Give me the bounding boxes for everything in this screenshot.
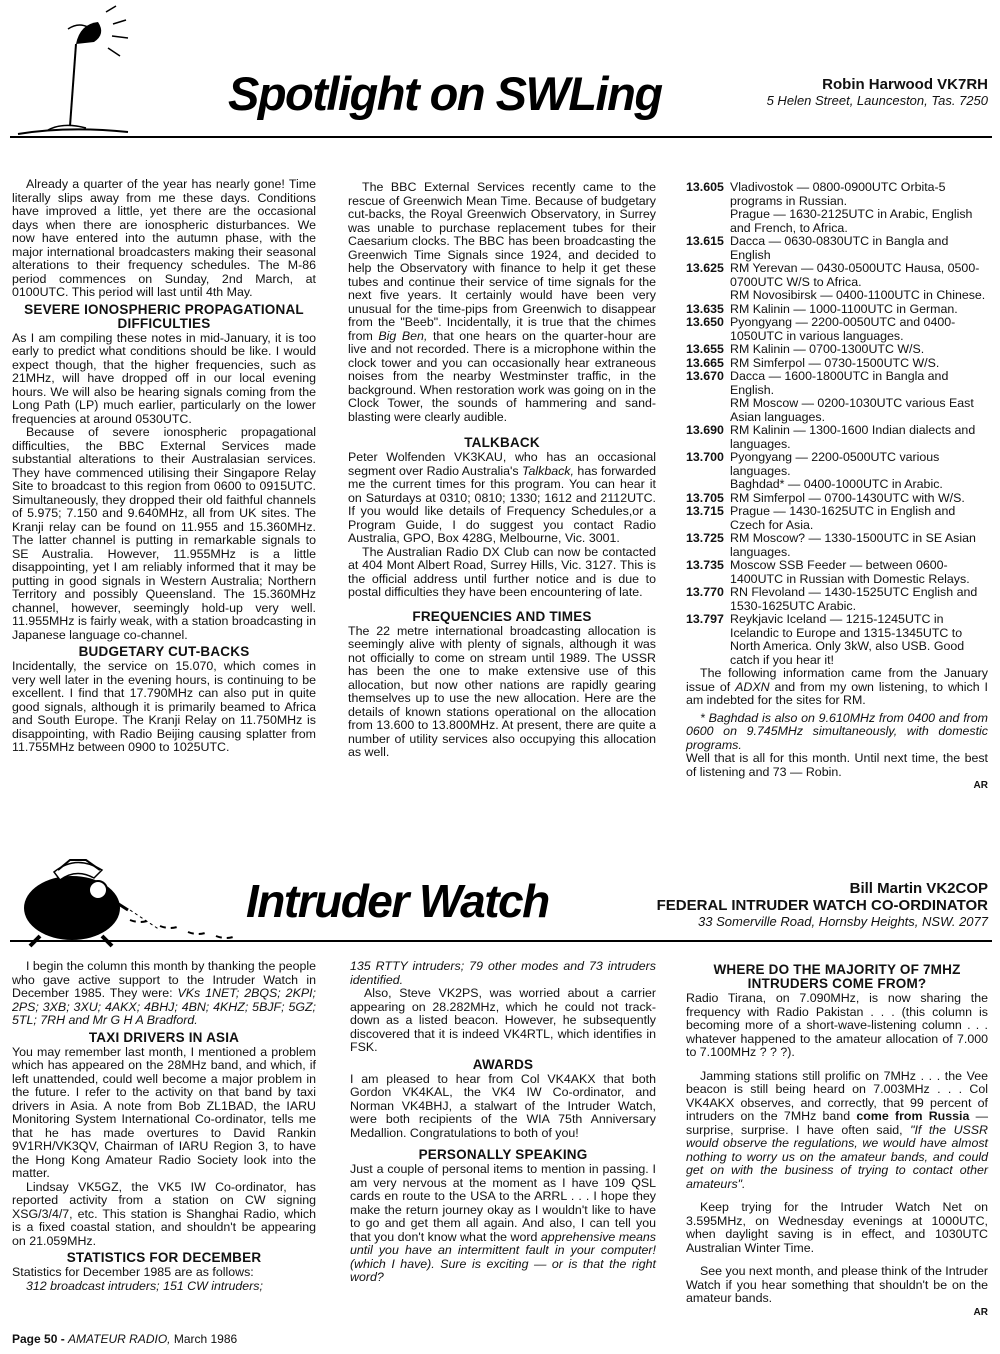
frequency-detail: RM Kalinin — 1300-1600 Indian dialects and languages. [730,423,976,451]
frequency-entry [686,424,988,451]
spotlight-column-2 [348,181,656,760]
frequency-entry [686,559,988,586]
paragraph: As I am compiling these notes in mid-January, it is too early to predict what conditions should be like. I would expect though, that the higher frequencies, such as 21MHz, will have dropped off in our local evening hours. We will also be hearing signals coming from the Long Path (LP) much earlier, particularly on the lower frequencies at around 0530UTC. [12,330,316,426]
paragraph: Jamming stations still prolific on 7MHz . . . the Vee beacon is still being heard on 7.003MHz . . . Col VK4AKX observes, and correctly, that 99 percent of intruders on the 7MHz band come from Russia — surprise, surprise. I have often said, "If the USSR would observe the regulations, we would have almost nothing to worry us on the amateur bands, and could get on with the business of trying to contact other amateurs". [686,1068,988,1191]
heading-frequencies-and-times: FREQUENCIES AND TIMES [412,608,592,624]
frequency-value: 13.770 [686,585,724,599]
frequency-value: 13.650 [686,315,724,329]
frequency-detail: RM Moscow — 0200-1030UTC various East Asian languages. [730,396,974,424]
paragraph: The Australian Radio DX Club can now be contacted at 404 Mont Albert Road, Surrey Hills, Vic. 3127. This is the official address until further notice and is due to postal difficulties they have been encountering of late. [348,544,656,599]
frequency-value: 13.797 [686,612,724,626]
frequency-detail: Baghdad* — 0400-1000UTC in Arabic. [730,477,943,491]
footer-page-number: Page 50 - [12,1332,69,1346]
end-mark: AR [973,1306,988,1318]
intruder-author: Bill Martin VK2COP [849,880,988,897]
paragraph: Just a couple of personal items to mention in passing. I am very nervous at the moment as I have 109 QSL cards en route to the USA to the ARRL . . . I hope they make the return journey okay as I wouldn't like to have to go and get them all again. And also, I can tell you that you don't know what the word apprehensive means until you have an intermittent fault in your computer! (which I have). Sure is exciting — or is that the right word? [350,1162,657,1284]
paragraph: 135 RTTY intruders; 79 other modes and 73 intruders identified. [350,959,656,987]
frequency-detail: Dacca — 1600-1800UTC in Bangla and English. [730,369,949,397]
frequency-entry [686,316,988,343]
frequency-entry [686,586,988,613]
frequency-value: 13.670 [686,369,724,383]
frequency-value: 13.725 [686,531,724,545]
spotlight-byline [767,76,988,108]
frequency-value: 13.635 [686,301,724,316]
frequency-value [686,208,730,235]
detective-cartoon-icon [10,850,245,950]
paragraph: Well that is all for this month. Until next time, the best of listening and 73 — Robin. [686,751,988,779]
frequency-value: 13.625 [686,261,724,275]
heading-majority-7mhz: WHERE DO THE MAJORITY OF 7MHZ INTRUDERS COME FROM? [713,962,961,991]
frequency-value: 13.715 [686,504,724,518]
frequency-detail: RM Novosibirsk — 0400-1100UTC in Chinese. [730,288,986,302]
heading-severe-ionospheric: SEVERE IONOSPHERIC PROPAGATIONAL DIFFICULTIES [24,301,304,331]
frequency-detail: RN Flevoland — 1430-1525UTC English and 1530-1625UTC Arabic. [730,585,978,613]
frequency-list [686,181,988,667]
frequency-value [686,397,730,424]
frequency-value: 13.735 [686,558,724,572]
paragraph: Because of severe ionospheric propagational difficulties, the BBC External Services made substantial alterations to their Australasian services. They have commenced utilising their Singapore Relay Site to broadcast to this region from 0600 to 0915UTC. Simultaneously, they dropped their old faithful channels of 5.975; 7.150 and 9.640MHz, all from UK sites. The Kranji relay can be found on 11.955 and 15.360MHz. The latter channel is putting in remarkable signals to SE Australia. However, 11.955MHz is a little disappointing, yet I am reliably informed that it may be putting in good signals in Western Australia; Northern Territory and possibly Queensland. The 15.360MHz channel, however, seemingly hold-up very well. 11.955MHz is fairly weak, with a station broadcasting in Japanese language co-channel. [12,425,316,642]
frequency-entry [686,343,988,357]
frequency-entry [686,505,988,532]
paragraph: Lindsay VK5GZ, the VK5 IW Co-ordinator, has reported activity from a station on CW signing XSG/3/4/7, etc. This station is Shanghai Radio, which is a fixed coastal station, and shouldn't be appearing on 21.059MHz. [12,1179,316,1248]
frequency-value: 13.655 [686,342,724,356]
frequency-value [686,478,730,492]
frequency-detail: Dacca — 0630-0830UTC in Bangla and English [730,234,949,262]
footer-date: March 1986 [170,1332,238,1346]
frequency-entry [686,303,988,317]
paragraph: You may remember last month, I mentioned a problem which has appeared on the 28MHz band, and which, if left unattended, could well become a major problem in the future. I refer to the activity on that band by taxi drivers in Asia. A note from Bob ZL1BAD, the IARU Monitoring System International Co-ordinator, tells me that he has made overtures to David Rankin 9V1RH/VK3QV, Chairman of IARU Region 3, to have the Hong Kong Amateur Radio Society look into the matter. [12,1044,316,1180]
frequency-entry [686,235,988,262]
footer-magazine: AMATEUR RADIO, [68,1332,171,1346]
intruder-byline [657,880,988,929]
frequency-entry [686,492,988,506]
frequency-entry [686,397,988,424]
paragraph: The BBC External Services recently came to the rescue of Greenwich Mean Time. Because of budgetary cut-backs, the Royal Greenwich Observatory, in Surrey was unable to purchase replacement tubes for their Caesarium clocks. The BBC has been broadcasting the Greenwich Time Signals since 1924, and decided to help the Observatory with finance to help it get these tubes and continue their service of time signals for the next five years. It certainly would have been very unusual for the time-pips from Greenwich to disappear from the "Beeb". Incidentally, it is true that the chimes from Big Ben, that one hears on the quarter-hour are live and not recorded. There is a microphone within the clock tower and you can occasionally hear extraneous noises from the nearby Westminster traffic, in the background. When restoration work was going on in the Clock Tower, the sounds of hammering and sand-blasting were clearly audible. [348,180,656,424]
paragraph: Radio Tirana, on 7.090MHz, is now sharing the frequency with Radio Pakistan . . . (this column is becoming more of a short-wave-listening column . . . whatever happened to the amateur allocation of 7.000 to 7.100MHz ? ? ?). [686,991,988,1059]
frequency-detail: Moscow SSB Feeder — between 0600-1400UTC in Russian with Domestic Relays. [730,558,970,586]
heading-budgetary-cutbacks: BUDGETARY CUT-BACKS [78,644,250,659]
frequency-detail: Prague — 1630-2125UTC in Arabic, English and French, to Africa. [730,207,973,235]
frequency-value: 13.605 [686,180,724,194]
antenna-sketch-icon [8,4,148,144]
frequency-detail: RM Simferpol — 0700-1430UTC with W/S. [730,490,965,505]
paragraph: Statistics for December 1985 are as follows: [12,1265,254,1279]
heading-statistics: STATISTICS FOR DECEMBER [66,1250,262,1265]
paragraph: See you next month, and please think of the Intruder Watch if you hear something that shouldn't be on the amateur bands. [686,1264,988,1305]
intruder-header-rule [10,940,992,942]
intruder-column-3 [686,960,988,1319]
frequency-entry [686,262,988,289]
paragraph: Also, Steve VK2PS, was worried about a carrier appearing on 28.282MHz, which he could not track-down as a listed beacon. However, he subsequently discovered that it is indeed VK4RTL, which identifies in FSK. [350,986,656,1054]
spotlight-column-3 [686,181,988,793]
intruder-role: FEDERAL INTRUDER WATCH CO-ORDINATOR [656,897,988,914]
intruder-address: 33 Somerville Road, Hornsby Heights, NSW. 2077 [698,914,988,929]
page-footer [12,1332,237,1346]
heading-awards: AWARDS [472,1056,534,1072]
frequency-value: 13.665 [686,355,724,370]
frequency-detail: Vladivostok — 0800-0900UTC Orbita-5 programs in Russian. [730,180,946,208]
frequency-entry [686,208,988,235]
frequency-entry [686,451,988,478]
frequency-entry [686,357,988,371]
spotlight-address: 5 Helen Street, Launceston, Tas. 7250 [766,93,988,108]
frequency-detail: RM Kalinin — 1000-1100UTC in German. [730,301,958,316]
frequency-detail: Prague — 1430-1625UTC in English and Czech for Asia. [730,504,956,532]
frequency-entry [686,532,988,559]
intruder-column-1 [12,960,316,1293]
frequency-detail: RM Moscow? — 1330-1500UTC in SE Asian languages. [730,531,976,559]
section-title-intruder-watch: Intruder Watch [246,875,549,927]
frequency-detail: Pyongyang — 2200-0050UTC and 0400-1050UTC in various languages. [730,315,956,343]
frequency-value: 13.705 [686,490,724,505]
frequency-detail: RM Kalinin — 0700-1300UTC W/S. [730,342,925,356]
frequency-entry [686,478,988,492]
section-title-spotlight: Spotlight on SWLing [228,67,662,120]
paragraph: Peter Wolfenden VK3KAU, who has an occasional segment over Radio Australia's Talkback, has forwarded me the current times for this program. You can hear it on Saturdays at 0310; 0810; 1330; 1612 and 2112UTC. If you would like details of Frequency Schedules,or a Program Guide, I do suggest you contact Radio Australia, GPO, Box 428G, Melbourne, Vic. 3001. [348,450,656,545]
frequency-entry [686,289,988,303]
paragraph: I am pleased to hear from Col VK4AKX that both Gordon VK4KAL, the VK4 IW Co-ordinator, and Norman VK4BHJ, a stalwart of the Intruder Watch, were both recipients of the WIA 75th Anniversary Medallion. Congratulations to both of you! [350,1071,656,1140]
paragraph: Already a quarter of the year has nearly gone! Time literally slips away from me these days. Conditions have improved a little, yet there are the occasional days when there are ionospheric disturbances. We now have entered into the autumn phase, with the major international broadcasters making their seasonal alterations to their frequency schedules. The M-86 period commences on Sunday, 2nd March, at 0100UTC. This period will last until 4th May. [12,177,316,299]
frequency-value: 13.615 [686,234,724,248]
footnote-baghdad: * Baghdad is also on 9.610MHz from 0400 and from 0600 on 9.745MHz simultaneously, with domestic programs. [686,710,988,752]
frequency-entry [686,370,988,397]
paragraph: 312 broadcast intruders; 151 CW intruders; [26,1278,263,1293]
frequency-detail: Pyongyang — 2200-0500UTC various languages. [730,450,940,478]
spotlight-header-rule [10,136,992,138]
frequency-value: 13.700 [686,450,724,464]
heading-talkback: TALKBACK [464,435,540,450]
end-mark: AR [973,780,988,791]
paragraph: The 22 metre international broadcasting allocation is seemingly alive with plenty of signals, although it was not officially to come on stream until 1989. The USSR has been the one to make extensive use of this allocation, but now other nations are rapidly gearing themselves up to use the new allocation. Here are the details of known stations operational on the allocation from 13.600 to 13.800MHz. At present, there are quite a number of utility services also occupying this allocation as well. [348,623,656,759]
frequency-detail: Reykjavic Iceland — 1215-1245UTC in Icelandic to Europe and 1315-1345UTC to North America. Only 3kW, also USB. Good catch if you hear it! [730,612,965,667]
paragraph: Keep trying for the Intruder Watch Net on 3.595MHz, on Wednesday evenings at 1000UTC, when daylight saving is in effect, and 1030UTC Australian Winter Time. [686,1200,988,1255]
frequency-value [686,289,730,303]
frequency-detail: RM Simferpol — 0730-1500UTC W/S. [730,355,940,370]
spotlight-author: Robin Harwood VK7RH [822,76,988,93]
heading-taxi-drivers: TAXI DRIVERS IN ASIA [88,1029,240,1045]
frequency-entry [686,613,988,667]
intruder-column-2 [350,960,656,1285]
spotlight-column-1 [12,178,316,755]
paragraph: Incidentally, the service on 15.070, which comes in very well later in the evening hours, is continuing to be excellent. I find that 17.790MHz can also put in quite good signals, although it is primarily beamed to Africa and South Europe. The Kranji Relay on 11.750MHz is disappointing, with Radio Beijing causing splatter from 11.755MHz between 0900 to 1025UTC. [12,659,316,754]
paragraph: The following information came from the January issue of ADXN and from my own listening, to which I am indebted for the sites for RM. [686,666,988,707]
paragraph: I begin the column this month by thanking the people who gave active support to the Intruder Watch in December 1985. They were: VKs 1NET; 2BQS; 2KPI; 2PS; 3XB; 3XU; 4AKX; 4BHJ; 4BN; 4KHZ; 5BJF; 5GZ; 5TL; 7RH and Mr G H A Bradford. [12,959,316,1027]
frequency-detail: RM Yerevan — 0430-0500UTC Hausa, 0500-0700UTC W/S to Africa. [730,261,980,289]
frequency-entry [686,181,988,208]
heading-personally-speaking: PERSONALLY SPEAKING [418,1147,588,1162]
frequency-value: 13.690 [686,423,724,437]
